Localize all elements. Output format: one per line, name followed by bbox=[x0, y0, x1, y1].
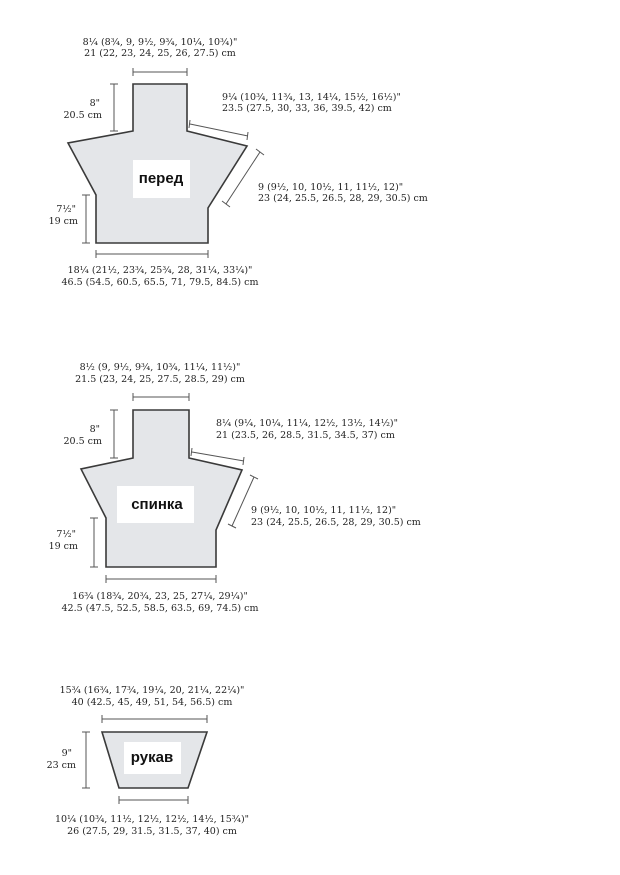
front-shoulder-in: 9¼ (10¾, 11¾, 13, 14¼, 15½, 16½)" bbox=[222, 92, 401, 103]
sleeve-bottom-line bbox=[119, 796, 188, 804]
sleeve-label: рукав bbox=[130, 749, 174, 766]
front-neck-width-line bbox=[133, 68, 187, 76]
front-armhole-in: 9 (9½, 10, 10½, 11, 11½, 12)" bbox=[258, 182, 404, 193]
back-neck-width-line bbox=[133, 393, 189, 401]
back-shoulder-cm: 21 (23.5, 26, 28.5, 31.5, 34.5, 37) cm bbox=[216, 430, 395, 441]
front-neck-width-cm: 21 (22, 23, 24, 25, 26, 27.5) cm bbox=[84, 48, 236, 59]
front-shoulder-cm: 23.5 (27.5, 30, 33, 36, 39.5, 42) cm bbox=[222, 103, 392, 114]
sleeve-bottom-cm: 26 (27.5, 29, 31.5, 31.5, 37, 40) cm bbox=[67, 826, 237, 837]
sleeve-top-in: 15¾ (16¾, 17¾, 19¼, 20, 21¼, 22¼)" bbox=[59, 685, 245, 696]
front-piece bbox=[49, 37, 428, 288]
sleeve-height-in: 9" bbox=[61, 748, 72, 759]
front-hem-in: 18¼ (21½, 23¾, 25¾, 28, 31¼, 33¼)" bbox=[67, 265, 253, 276]
back-side-line bbox=[90, 518, 98, 567]
back-neck-width-cm: 21.5 (23, 24, 25, 27.5, 28.5, 29) cm bbox=[75, 374, 245, 385]
back-hem-in: 16¾ (18¾, 20¾, 23, 25, 27¼, 29¼)" bbox=[72, 591, 248, 602]
back-neck-height-cm: 20.5 cm bbox=[63, 436, 102, 447]
front-hem-cm: 46.5 (54.5, 60.5, 65.5, 71, 79.5, 84.5) cm bbox=[61, 277, 259, 288]
back-label: спинка bbox=[131, 496, 183, 513]
sleeve-height-cm: 23 cm bbox=[46, 760, 76, 771]
back-neck-height-line bbox=[110, 410, 118, 458]
front-armhole-cm: 23 (24, 25.5, 26.5, 28, 29, 30.5) cm bbox=[258, 193, 428, 204]
front-side-line bbox=[82, 195, 90, 243]
front-neck-width-in: 8¼ (8¾, 9, 9½, 9¾, 10¼, 10¾)" bbox=[82, 37, 238, 48]
back-shoulder-in: 8¼ (9¼, 10¼, 11¼, 12½, 13½, 14½)" bbox=[216, 418, 398, 429]
front-neck-height-line bbox=[110, 84, 118, 131]
front-neck-height-in: 8" bbox=[89, 98, 100, 109]
back-armhole-cm: 23 (24, 25.5, 26.5, 28, 29, 30.5) cm bbox=[251, 517, 421, 528]
back-side-cm: 19 cm bbox=[48, 541, 78, 552]
front-side-in: 7½" bbox=[56, 204, 76, 215]
front-hem-line bbox=[96, 250, 208, 258]
back-hem-line bbox=[106, 575, 216, 583]
back-hem-cm: 42.5 (47.5, 52.5, 58.5, 63.5, 69, 74.5) cm bbox=[61, 603, 259, 614]
back-side-in: 7½" bbox=[56, 529, 76, 540]
back-neck-width-in: 8½ (9, 9½, 9¾, 10¾, 11¼, 11½)" bbox=[79, 362, 241, 373]
sleeve-top-line bbox=[102, 715, 207, 723]
front-label: перед bbox=[138, 170, 184, 187]
sleeve-bottom-in: 10¼ (10¾, 11½, 12½, 12½, 14½, 15¾)" bbox=[54, 814, 250, 825]
front-neck-height-cm: 20.5 cm bbox=[63, 110, 102, 121]
front-side-cm: 19 cm bbox=[48, 216, 78, 227]
sleeve-top-cm: 40 (42.5, 45, 49, 51, 54, 56.5) cm bbox=[71, 697, 233, 708]
sleeve-height-line bbox=[82, 732, 90, 788]
back-neck-height-in: 8" bbox=[89, 424, 100, 435]
back-piece bbox=[49, 362, 421, 614]
sleeve-piece bbox=[47, 685, 249, 837]
back-armhole-in: 9 (9½, 10, 10½, 11, 11½, 12)" bbox=[251, 505, 397, 516]
